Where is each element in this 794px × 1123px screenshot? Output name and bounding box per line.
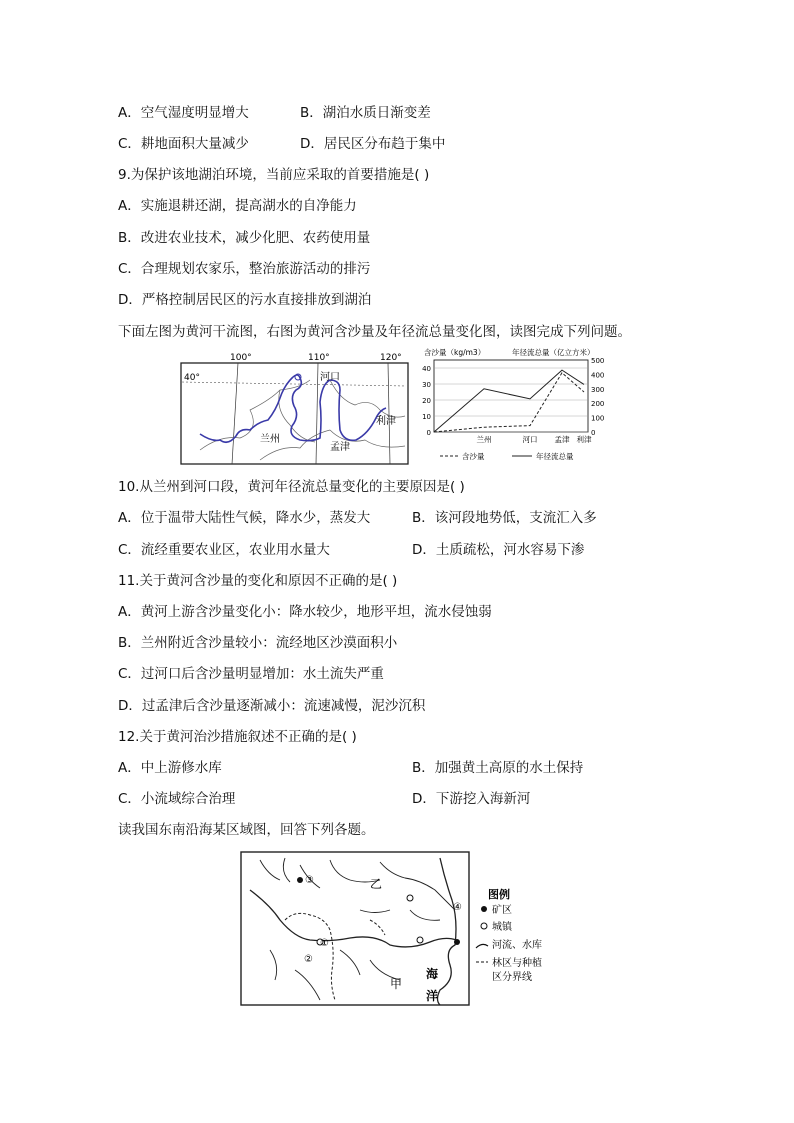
chart-left-tick: 40 — [422, 365, 431, 373]
intro-yellow-river: 下面左图为黄河干流图，右图为黄河含沙量及年径流总量变化图，读图完成下列问题。 — [118, 324, 631, 340]
map1-lat-40: 40° — [184, 373, 200, 383]
map2-label-1: ① — [320, 938, 329, 949]
map2-label-hai: 海 — [426, 967, 439, 981]
map1-place-lijin: 利津 — [376, 416, 396, 427]
chart-right-tick: 400 — [591, 371, 605, 380]
chart-left-tick: 20 — [422, 397, 431, 405]
map2-label-2: ② — [304, 954, 313, 965]
q9-stem: 9.为保护该地湖泊环境，当前应采取的首要措施是( ) — [118, 167, 430, 183]
map2-label-yang: 洋 — [426, 989, 439, 1003]
chart-right-tick: 300 — [591, 385, 605, 394]
q9-option-b: B．改进农业技术，减少化肥、农药使用量 — [118, 230, 371, 246]
q12-stem: 12.关于黄河治沙措施叙述不正确的是( ) — [118, 729, 357, 745]
sediment-runoff-chart — [420, 346, 614, 466]
map2-label-4: ④ — [453, 902, 462, 913]
chart-left-tick: 30 — [422, 381, 431, 389]
chart-series-sediment-line — [434, 373, 584, 432]
chart-category-label: 河口 — [522, 435, 538, 444]
map2-legend-town: 城镇 — [492, 922, 512, 933]
map1-lon-110: 110° — [308, 353, 330, 363]
q10-option-a: A．位于温带大陆性气候，降水少，蒸发大 — [118, 510, 371, 526]
q11-option-c: C．过河口后含沙量明显增加：水土流失严重 — [118, 666, 384, 682]
chart-right-tick: 500 — [591, 357, 605, 365]
q12-option-c: C．小流域综合治理 — [118, 791, 236, 807]
chart-left-tick: 10 — [422, 413, 431, 421]
q8-option-c: C．耕地面积大量减少 — [118, 136, 249, 152]
chart-right-tick: 200 — [591, 400, 605, 409]
q9-option-a: A．实施退耕还湖，提高湖水的自净能力 — [118, 198, 357, 214]
map2-label-yi: 乙 — [370, 877, 383, 891]
q8-option-d: D．居民区分布趋于集中 — [300, 136, 446, 152]
chart-category-label: 利津 — [576, 435, 592, 444]
map2-legend-river: 河流、水库 — [492, 940, 542, 951]
q10-stem: 10.从兰州到河口段，黄河年径流总量变化的主要原因是( ) — [118, 479, 465, 495]
map2-label-jia: 甲 — [390, 977, 403, 991]
q10-option-c: C．流经重要农业区，农业用水量大 — [118, 542, 330, 558]
southeast-coast-map — [240, 850, 560, 1010]
chart-category-label: 孟津 — [554, 435, 570, 444]
chart-right-tick: 0 — [591, 429, 596, 437]
q11-option-b: B．兰州附近含沙量较小：流经地区沙漠面积小 — [118, 635, 398, 651]
chart-category-label: 兰州 — [476, 435, 492, 444]
q12-option-b: B．加强黄土高原的水土保持 — [412, 760, 584, 776]
map1-place-hekou: 河口 — [320, 372, 340, 383]
chart-plot-frame — [434, 360, 588, 432]
q10-option-d: D．土质疏松，河水容易下渗 — [412, 542, 585, 558]
q8-option-b: B．湖泊水质日渐变差 — [300, 105, 431, 121]
map2-legend-title: 图例 — [488, 888, 510, 901]
chart-legend-sediment: 含沙量 — [462, 452, 485, 461]
chart-legend-runoff: 年径流总量 — [536, 452, 574, 461]
map1-lon-120: 120° — [380, 353, 402, 363]
map1-lon-100: 100° — [230, 353, 252, 363]
map1-place-mengjin: 孟津 — [330, 442, 350, 453]
intro-coast: 读我国东南沿海某区域图，回答下列各题。 — [118, 822, 375, 838]
map2-legend-boundary-2: 区分界线 — [492, 972, 532, 983]
chart-right-axis-title: 年径流总量（亿立方米） — [512, 348, 595, 357]
map2-legend-boundary-1: 林区与种植 — [492, 958, 542, 969]
chart-left-tick: 0 — [426, 429, 431, 437]
q11-option-d: D．过孟津后含沙量逐渐减小：流速减慢，泥沙沉积 — [118, 698, 426, 714]
q12-option-a: A．中上游修水库 — [118, 760, 222, 776]
q11-stem: 11.关于黄河含沙量的变化和原因不正确的是( ) — [118, 573, 398, 589]
map1-place-lanzhou: 兰州 — [260, 434, 280, 445]
q12-option-d: D．下游挖入海新河 — [412, 791, 531, 807]
yellow-river-map — [180, 350, 410, 465]
q9-option-c: C．合理规划农家乐，整治旅游活动的排污 — [118, 261, 371, 277]
q9-option-d: D．严格控制居民区的污水直接排放到湖泊 — [118, 292, 372, 308]
map2-legend-mine: 矿区 — [492, 905, 512, 916]
map2-label-3: ③ — [305, 875, 314, 886]
chart-left-axis-title: 含沙量（kg/m3） — [424, 348, 486, 357]
q11-option-a: A．黄河上游含沙量变化小：降水较少，地形平坦，流水侵蚀弱 — [118, 604, 492, 620]
q8-option-a: A．空气湿度明显增大 — [118, 105, 249, 121]
q10-option-b: B．该河段地势低，支流汇入多 — [412, 510, 597, 526]
chart-right-tick: 100 — [591, 414, 605, 423]
chart-series-runoff-line — [434, 370, 584, 432]
